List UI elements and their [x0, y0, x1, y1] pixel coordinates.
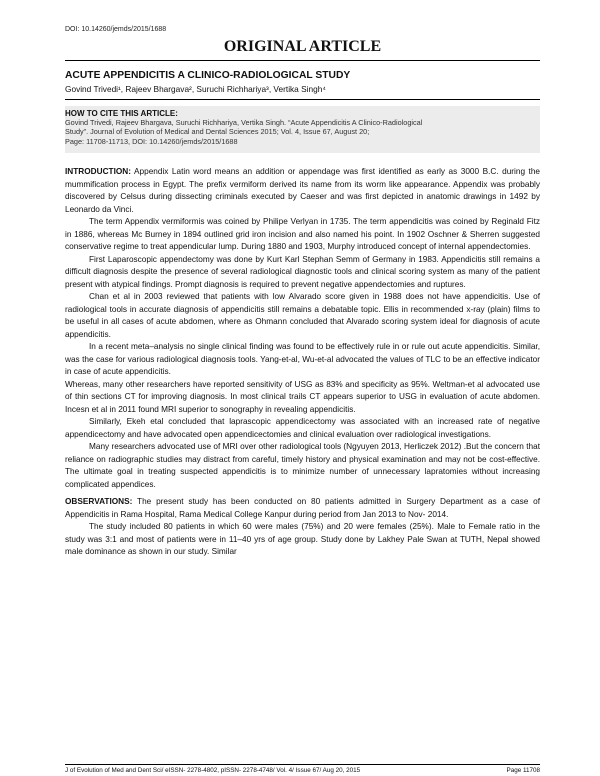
footer-divider: [65, 764, 540, 765]
paragraph: First Laparoscopic appendectomy was done by Kurt Karl Stephan Semm of Germany in 1983. Appendicitis still remains a difficult diagnosis despite the presence of several radiological diagnostic tools and clinical scoring system as many of the patient present with atypical findings. Prompt diagnosis is required to prevent negative appendectomies and ruptures.: [65, 254, 540, 289]
paragraph: Similarly, Ekeh etal concluded that laprascopic appendicectomy was associated with an increased rate of negative appendicectomy and have advocated open appendicectomies and clinical evaluation over radiological investigations.: [65, 417, 540, 439]
section-heading: ORIGINAL ARTICLE: [223, 38, 382, 55]
author-list: Govind Trivedi¹, Rajeev Bhargava², Suruchi Richhariya³, Vertika Singh⁴: [65, 84, 326, 94]
paragraph: The term Appendix vermiformis was coined by Philipe Verlyan in 1735. The term appendicitis was coined by Reginald Fitz in 1886, whereas Mc Burney in 1894 outlined grid iron incision and also named his point. In 1902 Oschner & Sherren suggested conservative regime to treat appendicular lump. During 1880 and 1903, Murphy introduced concept of internal appendectomies.: [65, 217, 540, 252]
paragraph: Chan et al in 2003 reviewed that patients with low Alvarado score given in 1988 does not have appendicitis. Use of radiological tools in accurate diagnosis of appendicitis still remains a debatable topic. Ellis in recommended x-ray (plain) films to be useful in all cases of acute abdomen, where as Ohmann concluded that Alvarado scoring system ideal for diagnosis of acute appendicitis.: [65, 292, 540, 339]
citation-line: Govind Trivedi, Rajeev Bhargava, Suruchi Richhariya, Vertika Singh. “Acute Appendicitis A Clinico-Radiological: [65, 118, 423, 127]
paragraph-introduction: INTRODUCTION: Appendix Latin word means an addition or appendage was first identified as early as 3000 B.C. during the mummification process in Egypt. The prefix vermiform derived its name from its worm like appearance. Appendix was probably discovered by Celsus during dissecting criminals executed by Caeser and was first depicted in anatomic drawings in 1492 by Leonardo da Vinci.: [65, 167, 540, 214]
article-title: ACUTE APPENDICITIS A CLINICO-RADIOLOGICAL STUDY: [65, 70, 351, 81]
observations-label: OBSERVATIONS:: [65, 497, 133, 507]
paragraph: In a recent meta–analysis no single clinical finding was found to be effectively rule in or rule out acute appendicitis. Similar, was the case for various radiological diagnosis tools. Yang-et-al, Wu-et-al advocated the values of TLC to be an effective indicator in case of acute appendicitis.: [65, 342, 540, 377]
paragraph-observations: OBSERVATIONS: The present study has been conducted on 80 patients admitted in Surgery Department as a case of Appendicitis in Rama Hospital, Rama Medical College Kanpur during period from Jan 2013 to Nov- 2014.: [65, 497, 540, 519]
introduction-label: INTRODUCTION:: [65, 167, 131, 176]
citation-heading: HOW TO CITE THIS ARTICLE:: [65, 109, 178, 118]
doi-header: DOI: 10.14260/jemds/2015/1688: [65, 26, 167, 33]
divider: [65, 99, 540, 100]
divider: [65, 60, 540, 61]
page-number: Page 11708: [506, 767, 540, 774]
citation-line: Page: 11708-11713, DOI: 10.14260/jemds/2015/1688: [65, 136, 238, 146]
journal-citation: J of Evolution of Med and Dent Sci/ eISSN- 2278-4802, pISSN- 2278-4748/ Vol. 4/ Issue 67/ Aug 20, 2015: [65, 767, 361, 774]
paragraph: Whereas, many other researchers have reported sensitivity of USG as 83% and specificity as 95%. Weltman-et al advocated use of thin sections CT for improving diagnosis. In most clinical trails CT appears superior to USG in evaluation of acute abdomen. Incesn et al in 2011 found MRI superior to sonography in revealing appendicitis.: [65, 379, 540, 414]
page-footer: [65, 767, 540, 774]
paragraph: Many researchers advocated use of MRI over other radiological tools (Ngyuyen 2013, Herliczek 2012) .But the concern that reliance on radiographic studies may distract from careful, timely history and physical examination and may not be cost-effective. The ultimate goal in treating suspected appendicitis is to minimize number of unnecessary lapratomies without increasing complicated appendices.: [65, 442, 540, 489]
paragraph: The study included 80 patients in which 60 were males (75%) and 20 were females (25%). Male to Female ratio in the study was 3:1 and most of patients were in 11–40 yrs of age group. Study done by Lakhey Pale Swan at TUTH, Nepal showed male dominance as shown in our study. Similar: [65, 522, 540, 557]
article-body: [65, 166, 540, 559]
article-page: [65, 0, 540, 776]
citation-box: [65, 106, 540, 153]
citation-line: Study”. Journal of Evolution of Medical and Dental Sciences 2015; Vol. 4, Issue 67, August 20;: [65, 127, 370, 137]
